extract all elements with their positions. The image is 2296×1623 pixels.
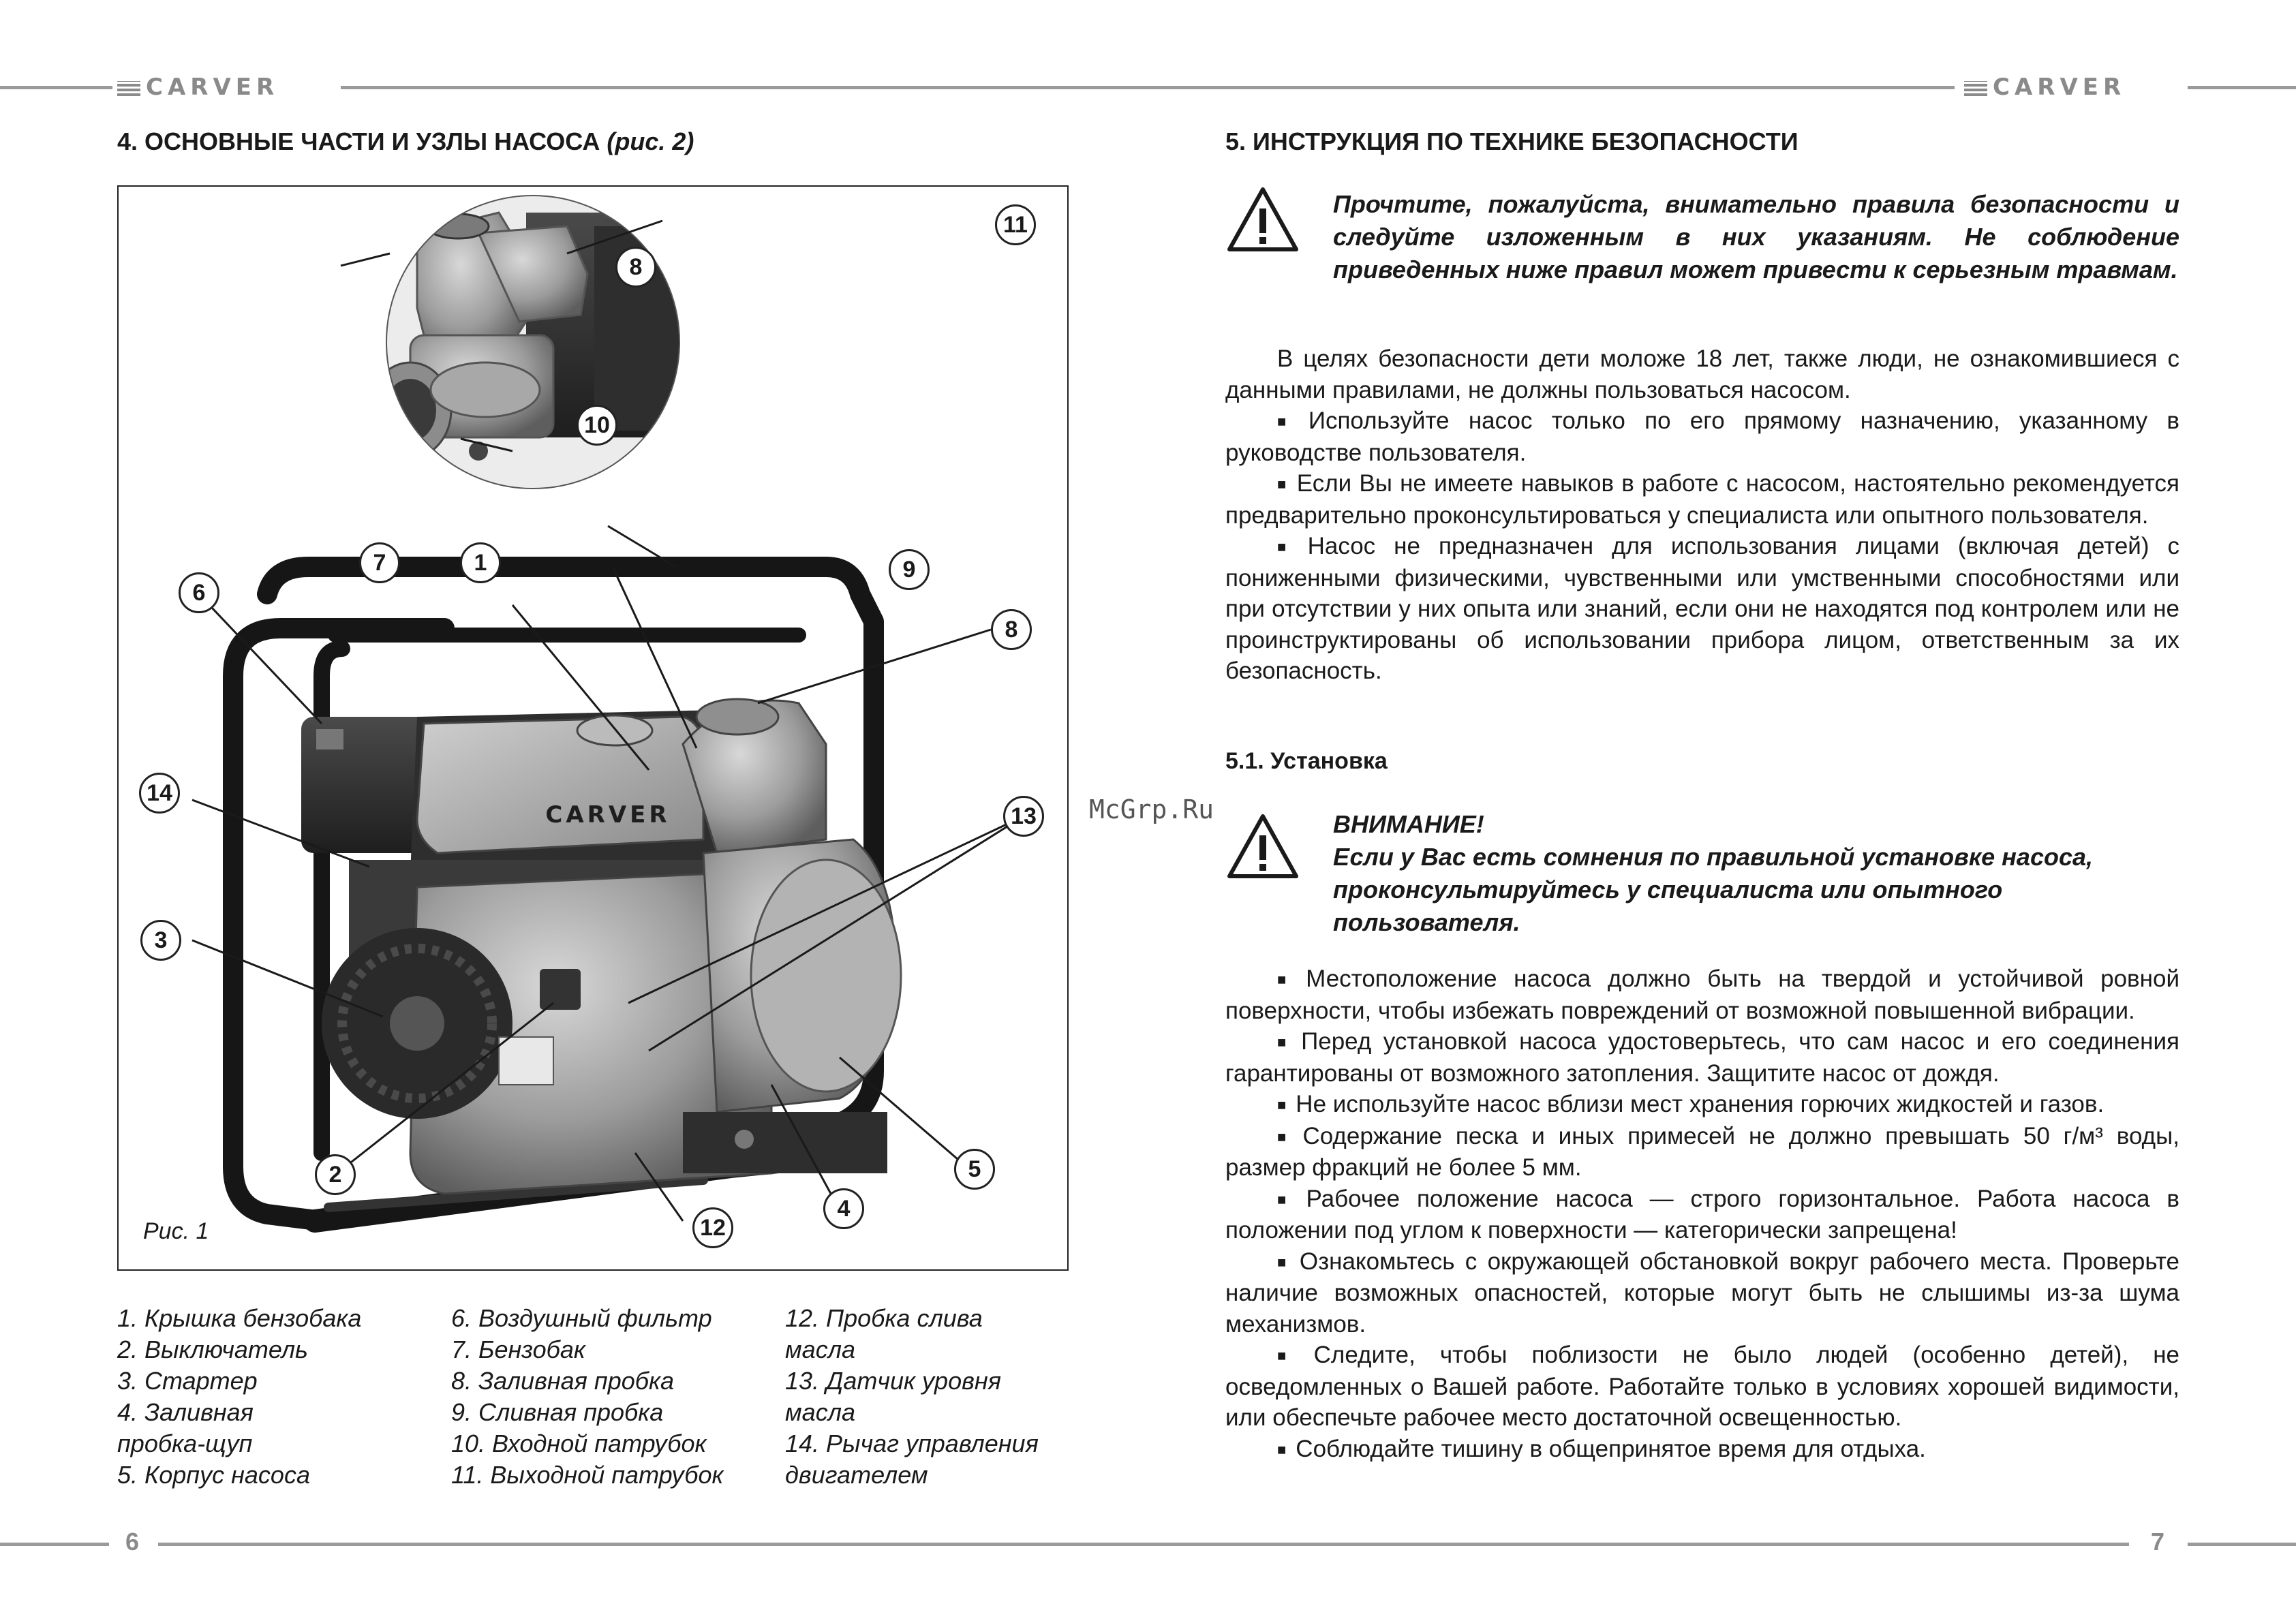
callout-3: 3	[140, 920, 181, 961]
legend-item: 5. Корпус насоса	[117, 1461, 310, 1489]
callout-8-main: 8	[991, 609, 1032, 650]
legend-item: 8. Заливная пробка	[451, 1367, 675, 1395]
warning-icon-1	[1225, 185, 1300, 253]
page-number-right: 7	[2151, 1528, 2165, 1556]
footer-rule-center	[158, 1543, 2129, 1546]
bullet-item: ■ Ознакомьтесь с окружающей обстановкой вокруг рабочего места. Проверьте наличие возможных опасностей, которые могут быть не слышимы из-за шума механизмов.	[1225, 1246, 2179, 1340]
warning-title: ВНИМАНИЕ!	[1333, 810, 1484, 838]
right-section-title: 5. ИНСТРУКЦИЯ ПО ТЕХНИКЕ БЕЗОПАСНОСТИ	[1225, 127, 1798, 155]
header-rule-center	[341, 86, 1955, 89]
bullet-item: ■ Следите, чтобы поблизости не было людей (особенно детей), не осведомленных о Вашей работе. Работайте только в условиях хорошей видимости, или обеспечьте рабочее место достаточной освещенностью.	[1225, 1340, 2179, 1434]
callout-8-inset: 8	[615, 247, 656, 288]
brand-logo-left: CARVER	[117, 74, 279, 101]
warning-body: Если у Вас есть сомнения по правильной установке насоса, проконсультируйтесь у специалиста или опытного пользователя.	[1333, 843, 2093, 936]
legend-item: 1. Крышка бензобака	[117, 1304, 362, 1332]
legend-item: 3. Стартер	[117, 1367, 258, 1395]
page-number-left: 6	[125, 1528, 140, 1556]
legend-item: масла	[785, 1398, 856, 1426]
warning-icon-2	[1225, 812, 1300, 880]
callout-4: 4	[823, 1188, 864, 1229]
legend-item: 13. Датчик уровня	[785, 1367, 1001, 1395]
callout-14: 14	[139, 773, 180, 814]
footer-rule-left	[0, 1543, 109, 1546]
callout-13: 13	[1003, 796, 1044, 837]
installation-block	[1225, 963, 2179, 1465]
bullet-item: ■ Не используйте насос вблизи мест хранения горючих жидкостей и газов.	[1225, 1089, 2179, 1121]
left-section-title: 4. ОСНОВНЫЕ ЧАСТИ И УЗЛЫ НАСОСА (рис. 2)	[117, 127, 694, 155]
legend-item: пробка-щуп	[117, 1429, 253, 1457]
legend-column-3	[785, 1303, 1039, 1491]
bullet-item: ■ Содержание песка и иных примесей не должно превышать 50 г/м³ воды, размер фракций не более 5 мм.	[1225, 1121, 2179, 1184]
callout-12: 12	[692, 1207, 733, 1248]
bullet-item: ■ Соблюдайте тишину в общепринятое время для отдыха.	[1225, 1434, 2179, 1466]
warning-text-2	[1333, 808, 2185, 939]
legend-item: 12. Пробка слива	[785, 1304, 983, 1332]
callout-11: 11	[995, 204, 1036, 245]
engine-brand-text: CARVER	[545, 801, 671, 829]
legend-item: масла	[785, 1335, 856, 1363]
callout-2: 2	[315, 1154, 356, 1195]
warning-text-1: Прочтите, пожалуйста, внимательно правила безопасности и следуйте изложенным в них указаниям. Не соблюдение приведенных ниже правил может привести к серьезным травмам.	[1333, 190, 2179, 283]
bullet-item: ■ Насос не предназначен для использования лицами (включая детей) с пониженными физическими, чувственными или умственными способностями или при отсутствии у них опыта или знаний, если они не находятся под контролем или не проинструктированы об использовании прибора лицом, ответственным за их безопасность.	[1225, 531, 2179, 687]
legend-item: 14. Рычаг управления	[785, 1429, 1039, 1457]
brand-logo-right: CARVER	[1964, 74, 2126, 101]
fuel-cap-shape	[577, 715, 652, 745]
safety-intro-block	[1225, 343, 2179, 687]
callout-7: 7	[359, 542, 400, 583]
legend-item: 10. Входной патрубок	[451, 1429, 707, 1457]
callout-10: 10	[577, 405, 617, 446]
watermark-text: McGrp.Ru	[1089, 794, 1214, 824]
bullet-item: ■ Рабочее положение насоса — строго горизонтальное. Работа насоса в положении под углом к поверхности — категорически запрещена!	[1225, 1184, 2179, 1246]
header-rule-right	[2188, 86, 2296, 89]
footer-rule-right	[2188, 1543, 2296, 1546]
subsection-title: 5.1. Установка	[1225, 748, 1388, 774]
bullet-item: ■ Перед установкой насоса удостоверьтесь, что сам насос и его соединения гарантированы от возможного затопления. Защитите насос от дождя.	[1225, 1026, 2179, 1089]
callout-6: 6	[179, 572, 219, 613]
legend-column-2	[451, 1303, 724, 1491]
legend-item: двигателем	[785, 1461, 928, 1489]
legend-item: 9. Сливная пробка	[451, 1398, 664, 1426]
bullet-item: ■ Местоположение насоса должно быть на твердой и устойчивой ровной поверхности, чтобы избежать повреждений от возможной повышенной вибрации.	[1225, 963, 2179, 1026]
bullet-item: ■ Если Вы не имеете навыков в работе с насосом, настоятельно рекомендуется предварительно проконсультироваться у специалиста или опытного пользователя.	[1225, 468, 2179, 531]
callout-5: 5	[954, 1149, 995, 1190]
intro-paragraph: В целях безопасности дети моложе 18 лет, также люди, не ознакомившиеся с данными правилами, не должны пользоваться насосом.	[1225, 345, 2179, 403]
figure-caption: Рис. 1	[143, 1218, 209, 1244]
callout-9: 9	[889, 549, 930, 590]
bullet-item: ■ Используйте насос только по его прямому назначению, указанному в руководстве пользователя.	[1225, 405, 2179, 468]
callout-1: 1	[460, 542, 501, 583]
pump-illustration	[117, 185, 1069, 1271]
header-rule-left	[0, 86, 112, 89]
legend-item: 2. Выключатель	[117, 1335, 308, 1363]
legend-item: 7. Бензобак	[451, 1335, 585, 1363]
legend-column-1	[117, 1303, 361, 1491]
legend-item: 6. Воздушный фильтр	[451, 1304, 712, 1332]
legend-item: 4. Заливная	[117, 1398, 254, 1426]
legend-item: 11. Выходной патрубок	[451, 1461, 724, 1489]
fuel-tank-shape	[417, 717, 703, 853]
